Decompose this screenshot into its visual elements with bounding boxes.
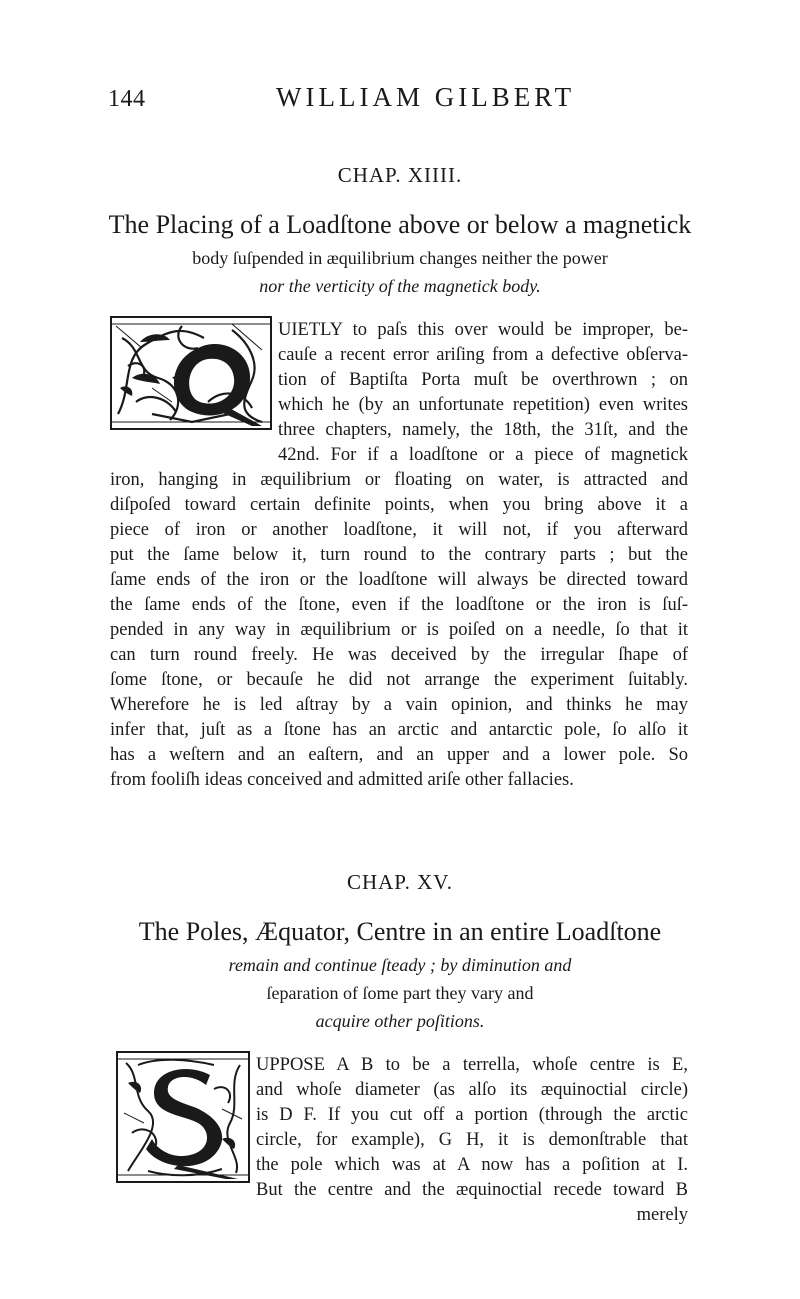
body-line: But the centre and the æquinoctial recede toward B — [256, 1180, 688, 1200]
body-line: and whoſe diameter (as alſo its æquinoctial circle) — [256, 1080, 688, 1100]
body-line: can turn round freely. He was deceived by the irregular ſhape of — [110, 645, 688, 665]
body-line: which he (by an unfortunate repetition) even writes — [278, 395, 688, 415]
body-line: UPPOSE A B to be a terrella, whoſe centre is E, — [256, 1055, 688, 1075]
decorated-initial-q-icon — [110, 316, 272, 430]
chapter-title: The Poles, Æquator, Centre in an entire Loadſtone — [138, 917, 662, 946]
body-line: Wherefore he is led aſtray by a vain opinion, and thinks he may — [110, 695, 688, 715]
chapter-subtitle: ſeparation of ſome part they vary and — [266, 983, 534, 1003]
page-number: 144 — [108, 86, 146, 112]
body-line: iron, hanging in æquilibrium or floating on water, is attracted and — [110, 470, 688, 490]
body-line: put the ſame below it, turn round to the contrary parts ; but the — [110, 545, 688, 565]
body-line: ſome ſtone, or becauſe he did not arrange the experiment ſuitably. — [110, 670, 688, 690]
body-line: pended in any way in æquilibrium or is poiſed on a needle, ſo that it — [110, 620, 688, 640]
body-line: the pole which was at A now has a poſition at I. — [256, 1155, 688, 1175]
body-line: is D F. If you cut off a portion (through the arctic — [256, 1105, 688, 1125]
chapter-subtitle: body ſuſpended in æquilibrium changes neither the power — [192, 248, 608, 268]
body-line: 42nd. For if a loadſtone or a piece of magnetick — [278, 445, 688, 465]
body-line: tion of Baptiſta Porta muſt be overthrown ; on — [278, 370, 688, 390]
running-head-title: WILLIAM GILBERT — [276, 82, 576, 112]
chapter-heading: CHAP. XIIII. — [337, 163, 463, 187]
body-line: UIETLY to paſs this over would be improper, be- — [278, 320, 688, 340]
catchword: merely — [636, 1205, 688, 1225]
chapter-subtitle-italic: remain and continue ſteady ; by diminution and — [228, 955, 572, 975]
decorated-initial-s-icon — [116, 1051, 250, 1183]
body-line: the ſame ends of the ſtone, even if the loadſtone or the iron is ſuſ- — [110, 595, 688, 615]
body-line: has a weſtern and an eaſtern, and an upper and a lower pole. So — [110, 745, 688, 765]
running-head — [0, 82, 800, 118]
body-line: circle, for example), G H, it is demonſtrable that — [256, 1130, 688, 1150]
body-line: cauſe a recent error ariſing from a defective obſerva- — [278, 345, 688, 365]
chapter-title: The Placing of a Loadſtone above or below a magnetick — [108, 210, 692, 239]
body-line: diſpoſed toward certain definite points, when you bring above it a — [110, 495, 688, 515]
chapter-heading: CHAP. XV. — [346, 870, 454, 894]
body-line: infer that, juſt as a ſtone has an arctic and antarctic pole, ſo alſo it — [110, 720, 688, 740]
body-line: from fooliſh ideas conceived and admitted ariſe other fallacies. — [110, 770, 574, 790]
body-line: piece of iron or another loadſtone, it will not, if you afterward — [110, 520, 688, 540]
chapter-subtitle-italic: nor the verticity of the magnetick body. — [259, 276, 541, 296]
body-line: ſame ends of the iron or the loadſtone will always be directed toward — [110, 570, 688, 590]
chapter-subtitle-italic: acquire other poſitions. — [315, 1011, 485, 1031]
body-line: three chapters, namely, the 18th, the 31ſt, and the — [278, 420, 688, 440]
